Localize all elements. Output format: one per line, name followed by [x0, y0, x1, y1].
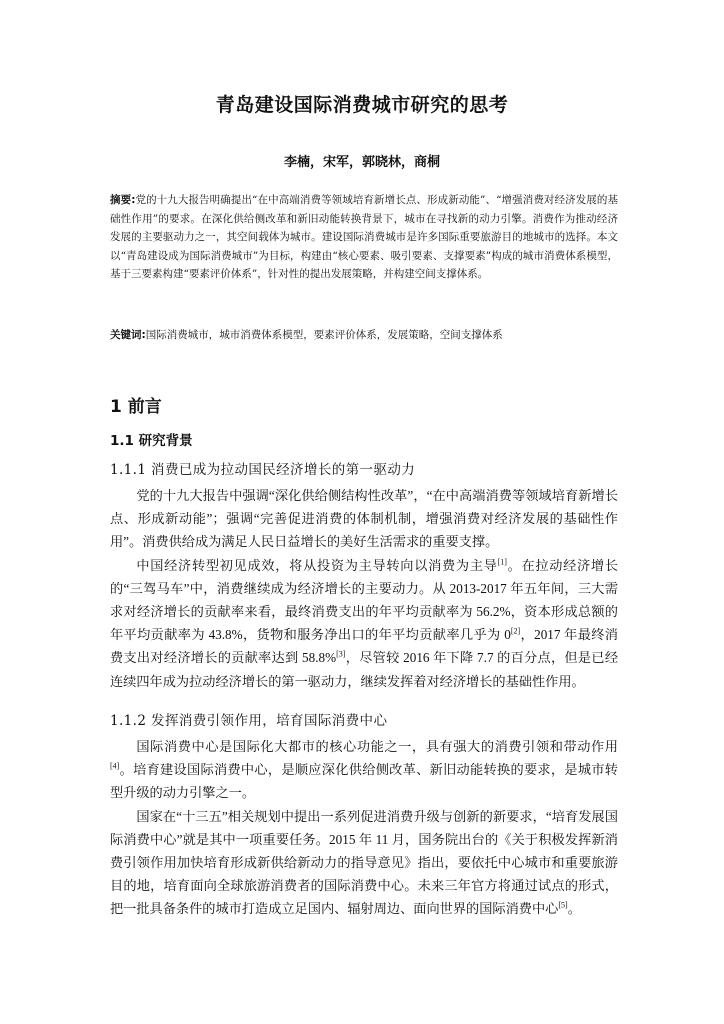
subsection-heading-1-1: 1.1 研究背景 [110, 433, 193, 449]
paper-title: 青岛建设国际消费城市研究的思考 [215, 94, 509, 116]
paragraph: 中国经济转型初见成效，将从投资为主导转向以消费为主导[1]。在拉动经济增长的“三驾马车”中，消费继续成为经济增长的主要动力。从 2013-2017 年五年间，三大需求对经济增长的贡献率来看，最终消费支出的年平均贡献率为 56.2%，资本形成总额的年平均贡献率为 43.8%，货物和服务净出口的年平均贡献率几乎为 0[2]，2017 年最终消费支出对经济增长的贡献率达到 58.8%[3]，尽管较 2016 年下降 7.7 的百分点，但是已经连续四年成为拉动经济增长的第一驱动力，继续发挥着对经济增长的基础性作用。 [110, 557, 619, 689]
abstract [110, 191, 618, 284]
paragraph: 党的十九大报告中强调“深化供给侧结构性改革”，“在中高端消费等领域培育新增长点、形成新动能”；强调“完善促进消费的体制机制，增强消费对经济发展的基础性作用”。消费供给成为满足人民日益增长的美好生活需求的重要支撑。 [110, 488, 618, 550]
subsubsection-heading-1-1-2: 1.1.2 发挥消费引领作用，培育国际消费中心 [110, 713, 388, 729]
section-1-1-1-body [110, 484, 618, 693]
abstract-label: 摘要: [110, 194, 136, 206]
citation[interactable]: [4] [110, 761, 120, 771]
paragraph: 国家在“十三五”相关规划中提出一系列促进消费升级与创新的新要求，“培育发展国际消费中心”就是其中一项重要任务。2015 年 11 月，国务院出台的《关于积极发挥新消费引领作用加快培育形成新供给新动力的指导意见》指出，要依托中心城市和重要旅游目的地，培育面向全球旅游消费者的国际消费中心。未来三年官方将通过试点的形式，把一批具备条件的城市打造成立足国内、辐射周边、面向世界的国际消费中心[5]。 [110, 808, 618, 917]
citation[interactable]: [1] [497, 557, 507, 567]
section-1-1-2-body [110, 735, 618, 921]
keywords-label: 关键词: [110, 329, 146, 341]
paragraph: 国际消费中心是国际化大都市的核心功能之一，具有强大的消费引领和带动作用[4]。培育建设国际消费中心，是顺应深化供给侧改革、新旧动能转换的要求，是城市转型升级的动力引擎之一。 [110, 739, 618, 801]
citation[interactable]: [2] [510, 626, 521, 636]
citation[interactable]: [3] [336, 650, 346, 660]
abstract-text: 党的十九大报告明确提出“在中高端消费等领域培育新增长点、形成新动能”、“增强消费对经济发展的基础性作用”的要求。在深化供给侧改革和新旧动能转换背景下，城市在寻找新的动力引擎。消费作为推动经济发展的主要驱动力之一，其空间载体为城市。建设国际消费城市是许多国际重要旅游目的地城市的选择。本文以“青岛建设成为国际消费城市”为目标，构建由“核心要素、吸引要素、支撑要素”构成的城市消费体系模型，基于三要素构建“要素评价体系”，针对性的提出发展策略，并构建空间支撑体系。 [110, 194, 618, 281]
keywords-text: 国际消费城市，城市消费体系模型，要素评价体系，发展策略，空间支撑体系 [145, 329, 503, 341]
keywords [110, 326, 618, 344]
section-heading-1: 1 前言 [110, 397, 162, 417]
subsubsection-heading-1-1-1: 1.1.1 消费已成为拉动国民经济增长的第一驱动力 [110, 462, 416, 478]
citation[interactable]: [5] [558, 901, 568, 911]
author-list: 李楠，宋军，郭晓林，商桐 [283, 155, 440, 170]
